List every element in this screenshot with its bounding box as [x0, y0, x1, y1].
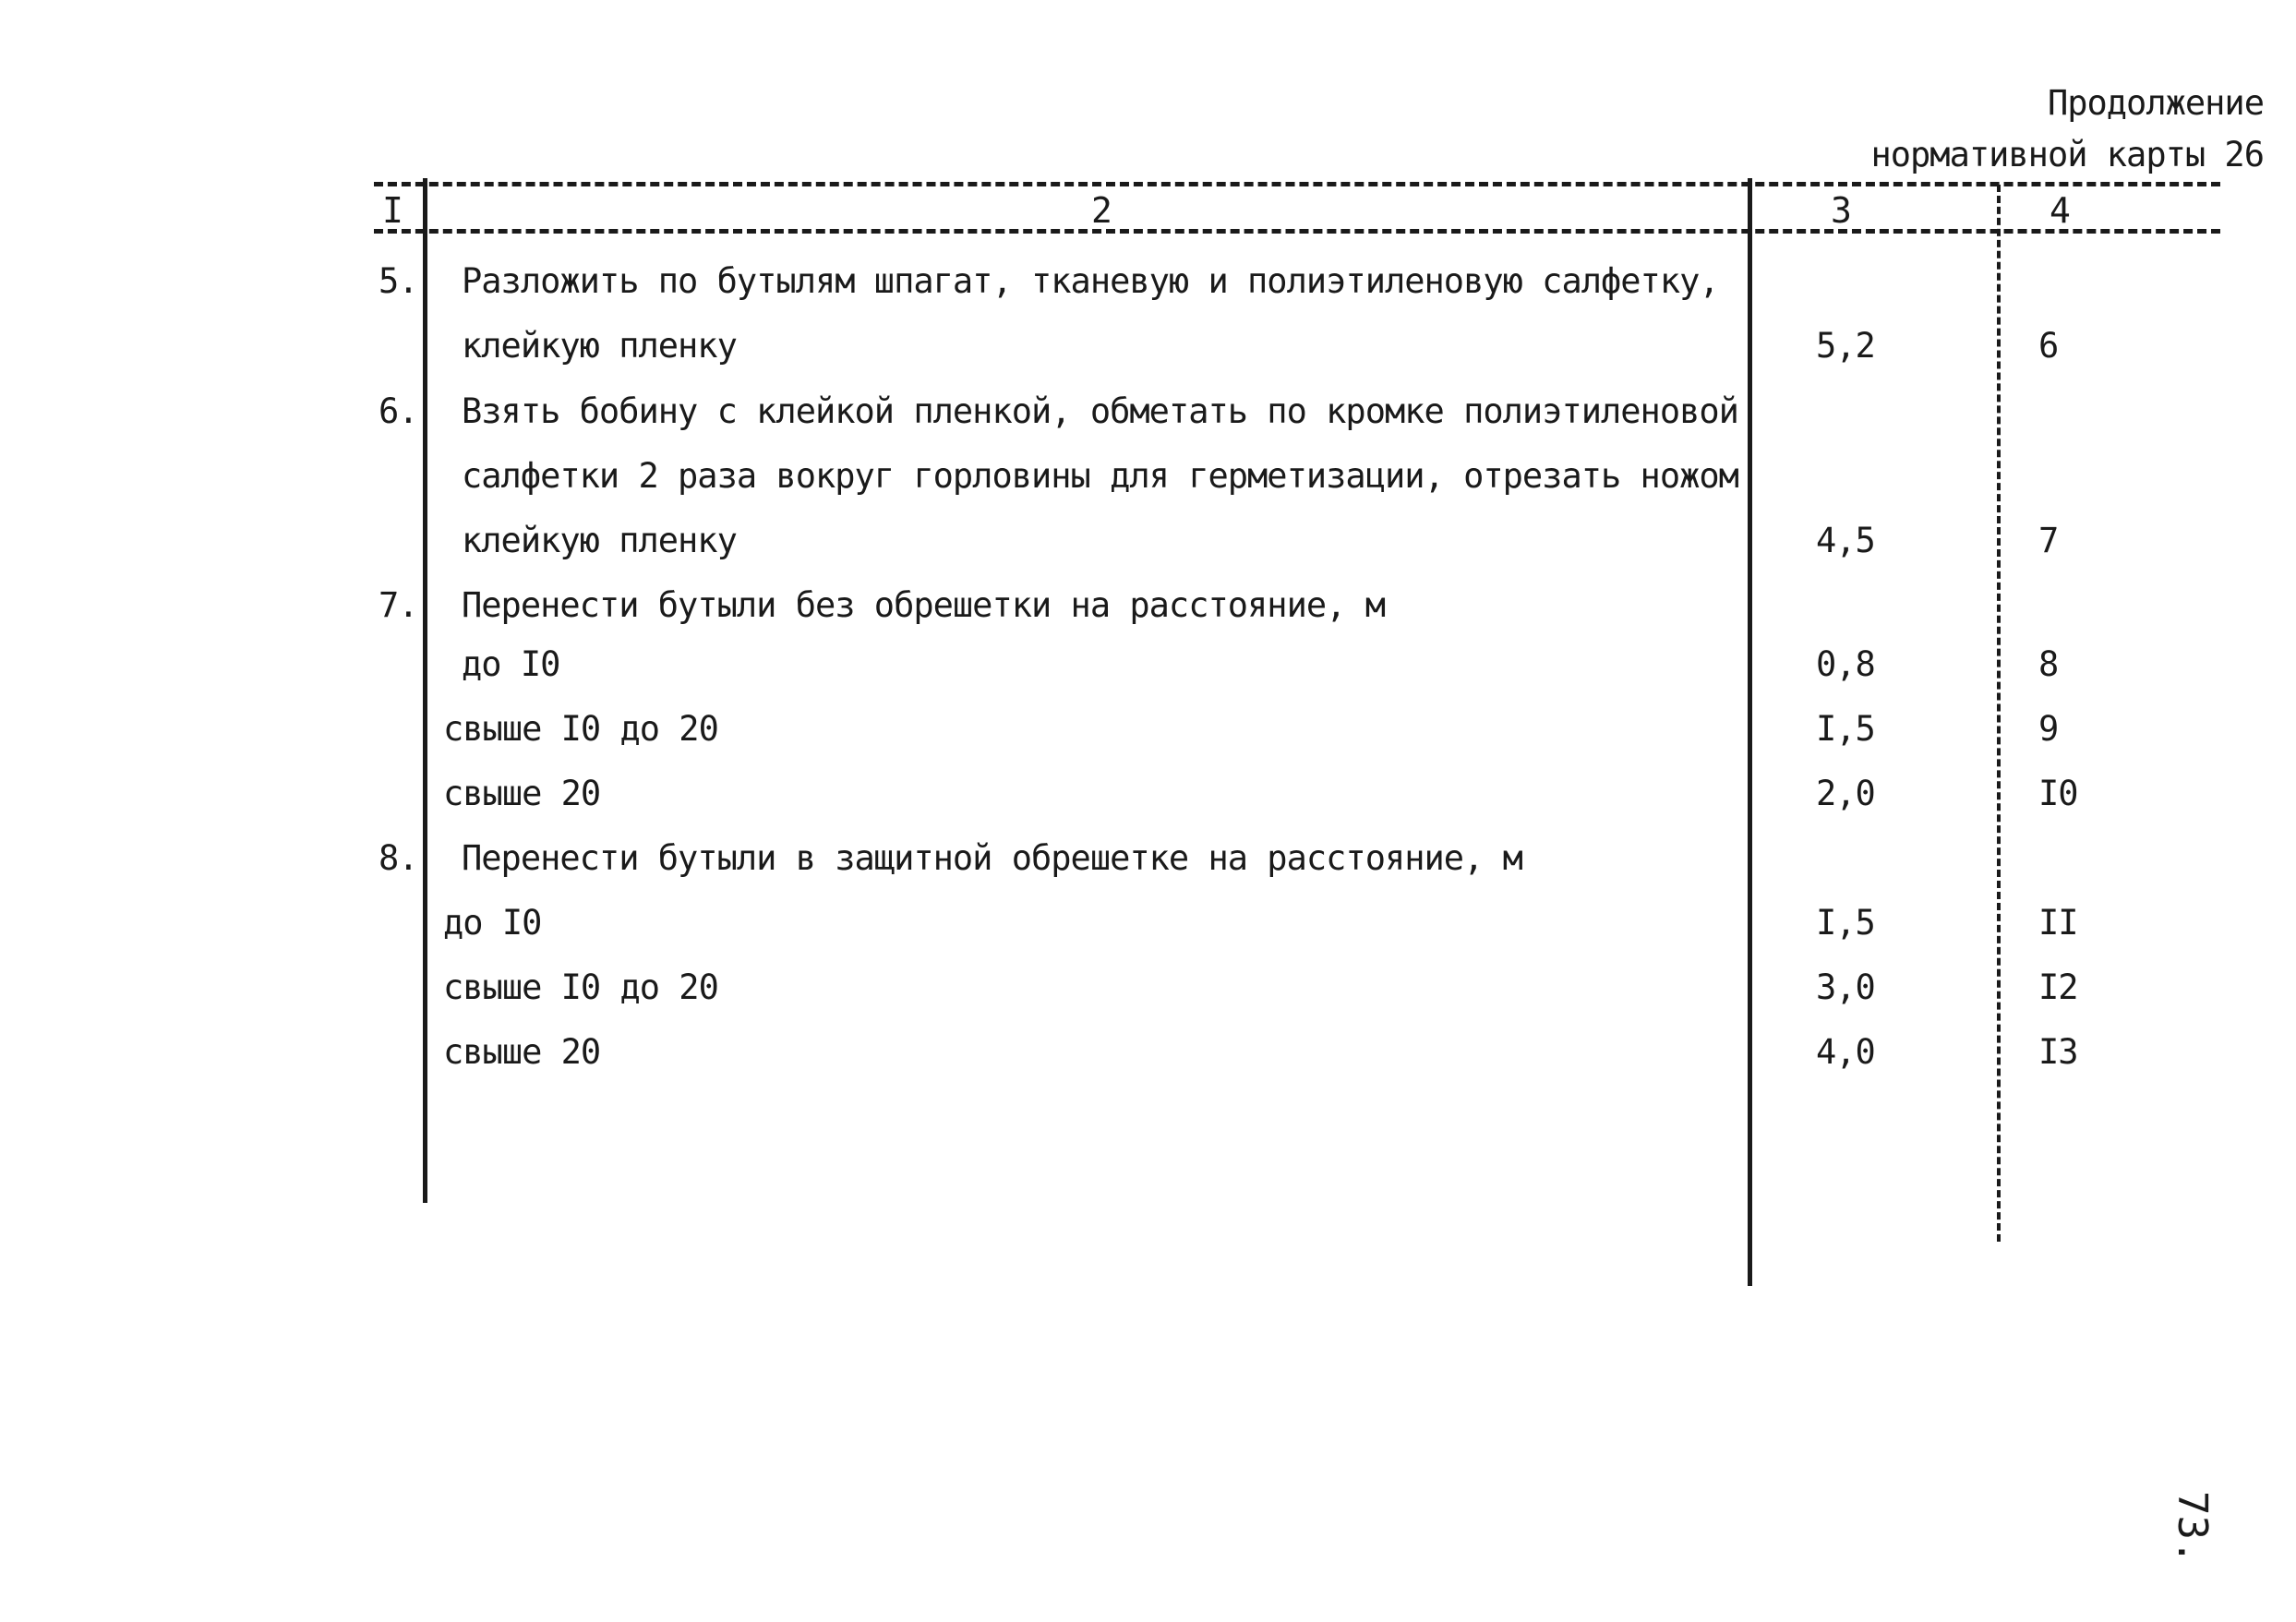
row-text: клейкую пленку [462, 326, 737, 366]
row-text: Перенести бутыли в защитной обрешетке на расстояние, м [462, 838, 1522, 878]
row-text: свыше 20 [443, 1032, 601, 1072]
caption-line-card: нормативной карты 26 [1870, 135, 2264, 174]
row-time-norm: 2,0 [1816, 774, 1875, 813]
row-ref: 6 [2038, 326, 2059, 366]
row-ref: I2 [2038, 967, 2078, 1007]
header-top-rule [374, 182, 2220, 186]
column-separator-2 [1748, 178, 1752, 1286]
row-text: до I0 [462, 644, 560, 684]
header-col-4: 4 [2050, 190, 2071, 231]
row-time-norm: 4,0 [1816, 1032, 1875, 1072]
row-text: Перенести бутыли без обрешетки на расстояние, м [462, 585, 1385, 625]
row-ref: 7 [2038, 521, 2059, 560]
row-time-norm: 3,0 [1816, 967, 1875, 1007]
header-bottom-rule [374, 229, 2220, 234]
row-text: свыше I0 до 20 [443, 709, 718, 749]
row-number: 8. [379, 838, 418, 878]
header-col-2: 2 [1091, 190, 1112, 231]
row-ref: I0 [2038, 774, 2078, 813]
row-time-norm: I,5 [1816, 903, 1875, 943]
row-text: свыше I0 до 20 [443, 967, 718, 1007]
header-col-3: 3 [1831, 190, 1852, 231]
row-number: 7. [379, 585, 418, 625]
row-number: 6. [379, 391, 418, 431]
row-ref: II [2038, 903, 2078, 943]
table-caption [1870, 78, 2264, 181]
row-ref: 8 [2038, 644, 2059, 684]
row-text: Взять бобину с клейкой пленкой, обметать по кромке полиэтиленовой [462, 391, 1738, 431]
row-ref: I3 [2038, 1032, 2078, 1072]
row-text: салфетки 2 раза вокруг горловины для герметизации, отрезать ножом [462, 456, 1738, 496]
header-col-1: I [382, 190, 403, 231]
caption-line-continuation: Продолжение [2047, 83, 2264, 123]
row-time-norm: 4,5 [1816, 521, 1875, 560]
row-text: клейкую пленку [462, 521, 737, 560]
page-number: 73. [2169, 1491, 2216, 1565]
row-time-norm: 0,8 [1816, 644, 1875, 684]
row-time-norm: 5,2 [1816, 326, 1875, 366]
row-time-norm: I,5 [1816, 709, 1875, 749]
column-separator-1 [423, 178, 427, 1203]
column-separator-3 [1997, 185, 2001, 1242]
row-number: 5. [379, 261, 418, 301]
row-text: Разложить по бутылям шпагат, тканевую и полиэтиленовую салфетку, [462, 261, 1719, 301]
row-text: до I0 [443, 903, 542, 943]
row-ref: 9 [2038, 709, 2059, 749]
row-text: свыше 20 [443, 774, 601, 813]
